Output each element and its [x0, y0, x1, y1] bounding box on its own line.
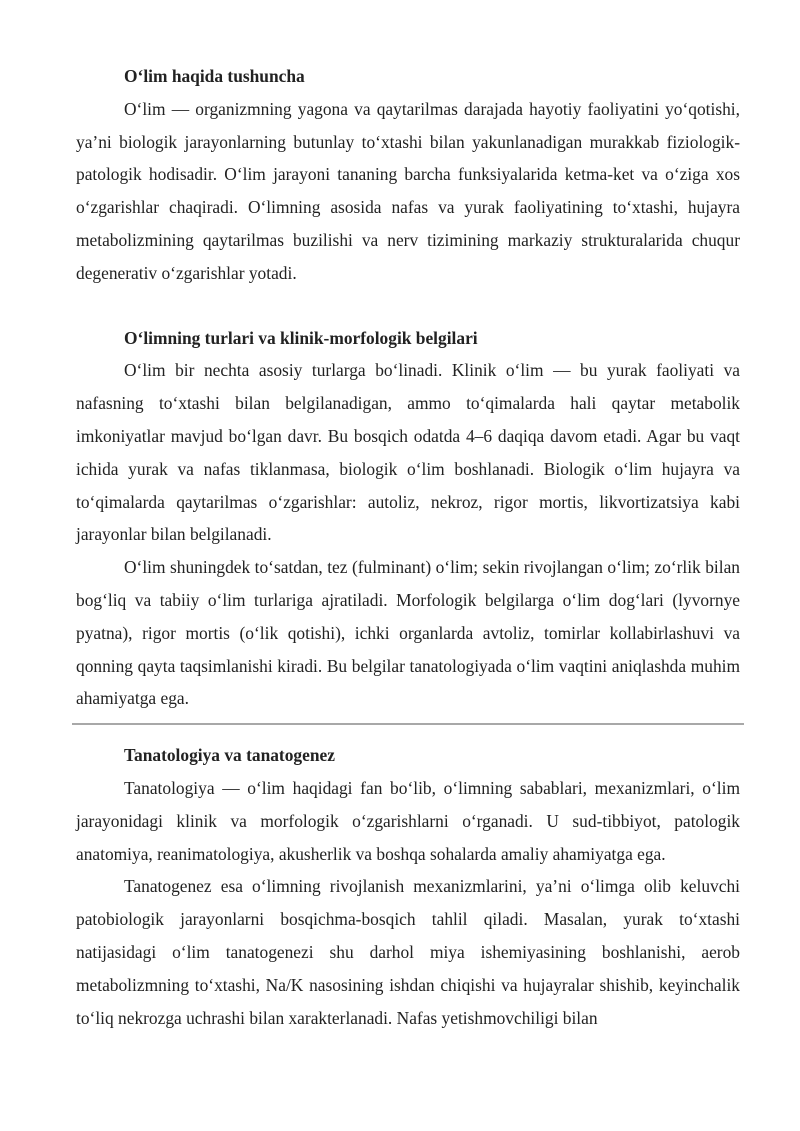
paragraph: O‘lim shuningdek to‘satdan, tez (fulminant) o‘lim; sekin rivojlangan o‘lim; zo‘rlik bilan bog‘liq va tabiiy o‘lim turlariga ajratiladi. Morfologik belgilarga o‘lim dog‘lari (lyvornye pyatna), rigor mortis (o‘lik qotishi), ichki organlarda avtoliz, tomirlar kollabirlashuvi va qonning qayta taqsimlanishi kiradi. Bu belgilar tanatologiyada o‘lim vaqtini aniqlashda muhim ahamiyatga ega. — [76, 557, 740, 709]
paragraph: O‘lim bir nechta asosiy turlarga bo‘linadi. Klinik o‘lim — bu yurak faoliyati va nafasning to‘xtashi bilan belgilanadigan, ammo to‘qimalarda hali qaytar metabolik imkoniyatlar mavjud bo‘lgan davr. Bu bosqich odatda 4–6 daqiqa davom etadi. Agar bu vaqt ichida yurak va nafas tiklanmasa, biologik o‘lim boshlanadi. Biologik o‘lim hujayra va to‘qimalarda qaytarilmas o‘zgarishlar: autoliz, nekroz, rigor mortis, likvortizatsiya kabi jarayonlar bilan belgilanadi. — [76, 360, 740, 545]
section-olim-tushuncha — [76, 60, 740, 290]
section-heading: Tanatologiya va tanatogenez — [124, 745, 335, 766]
section-tanatologiya — [76, 739, 740, 1034]
section-spacer — [76, 290, 740, 322]
section-olim-turlari — [76, 322, 740, 716]
paragraph: Tanatologiya — o‘lim haqidagi fan bo‘lib, o‘limning sabablari, mexanizmlari, o‘lim jarayonidagi klinik va morfologik o‘zgarishlarni o‘rganadi. U sud-tibbiyot, patologik anatomiya, reanimatologiya, akusherlik va boshqa sohalarda amaliy ahamiyatga ega. — [76, 777, 740, 864]
section-heading: O‘limning turlari va klinik-morfologik belgilari — [124, 327, 478, 348]
document-page — [76, 60, 740, 1034]
section-heading: O‘lim haqida tushuncha — [124, 66, 305, 86]
section-divider — [72, 723, 744, 725]
paragraph: Tanatogenez esa o‘limning rivojlanish mexanizmlarini, ya’ni o‘limga olib keluvchi patobiologik jarayonlarni bosqichma-bosqich tahlil qiladi. Masalan, yurak to‘xtashi natijasidagi o‘lim tanatogenezi shu darhol miya ishemiyasining boshlanishi, aerob metabolizmning to‘xtashi, Na/K nasosining ishdan chiqishi va hujayralar shishib, keyinchalik to‘liq nekrozga uchrashi bilan xarakterlanadi. Nafas yetishmovchiligi bilan — [76, 876, 740, 1028]
paragraph: O‘lim — organizmning yagona va qaytarilmas darajada hayotiy faoliyatini yo‘qotishi, ya’ni biologik jarayonlarning butunlay to‘xtashi bilan yakunlanadigan murakkab fiziologik-patologik hodisadir. O‘lim jarayoni tananing barcha funksiyalarida ketma-ket va o‘ziga xos o‘zgarishlar chaqiradi. O‘limning asosida nafas va yurak faoliyatining to‘xtashi, hujayra metabolizmining qaytarilmas buzilishi va nerv tizimining markaziy strukturalarida chuqur degenerativ o‘zgarishlar yotadi. — [76, 98, 740, 283]
